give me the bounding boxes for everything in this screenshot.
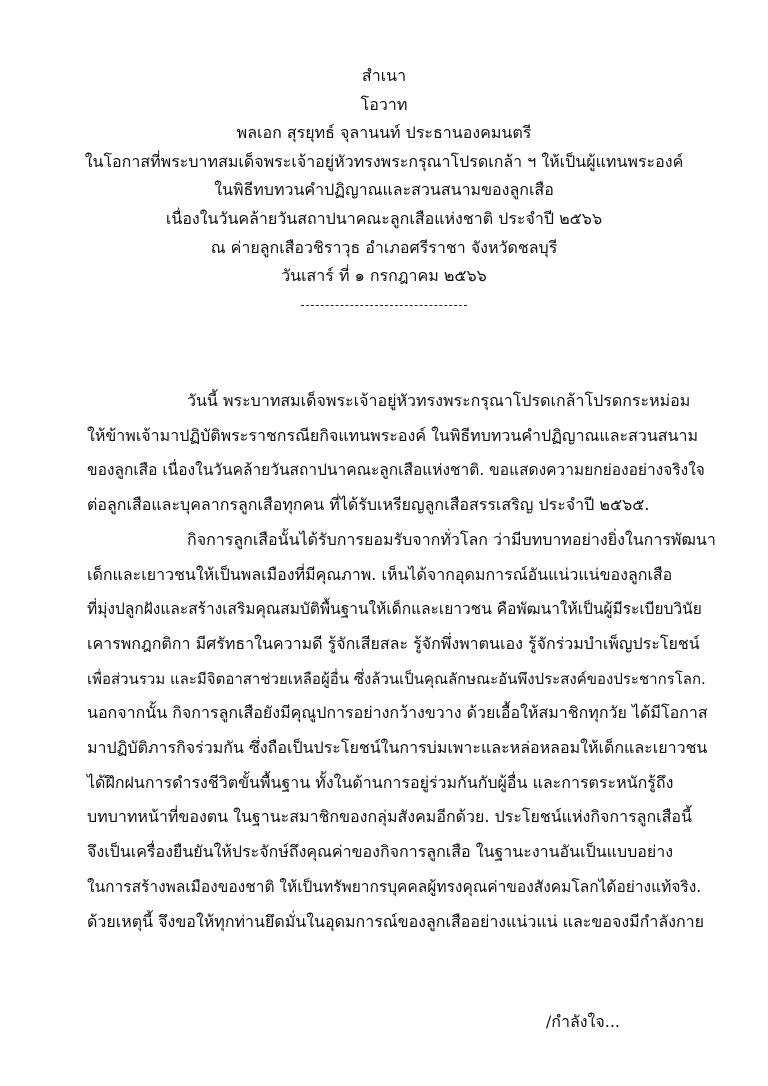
header-divider <box>301 305 467 306</box>
body-line: บทบาทหน้าที่ของตน ในฐานะสมาชิกของกลุ่มสังคมอีกด้วย. ประโยชน์แห่งกิจการลูกเสือนี้ <box>87 807 692 827</box>
date-line: วันเสาร์ ที่ ๑ กรกฎาคม ๒๕๖๖ <box>281 266 487 286</box>
speaker-line: พลเอก สุรยุทธ์ จุลานนท์ ประธานองคมนตรี <box>236 123 532 143</box>
body-line: ต่อลูกเสือและบุคลากรลูกเสือทุกคน ที่ได้รับเหรียญลูกเสือสรรเสริญ ประจำปี ๒๕๖๕. <box>87 495 650 515</box>
body-line: ให้ข้าพเจ้ามาปฏิบัติพระราชกรณียกิจแทนพระองค์ ในพิธีทบทวนคำปฏิญาณและสวนสนาม <box>87 425 699 445</box>
body-line: ในการสร้างพลเมืองของชาติ ให้เป็นทรัพยากรบุคคลผู้ทรงคุณค่าของสังคมโลกได้อย่างแท้จริง. <box>87 877 702 896</box>
location-line: ณ ค่ายลูกเสือวชิราวุธ อำเภอศรีราชา จังหวัดชลบุรี <box>210 237 558 257</box>
continuation-marker: /กำลังใจ... <box>545 1012 620 1031</box>
body-line: ของลูกเสือ เนื่องในวันคล้ายวันสถาปนาคณะลูกเสือแห่งชาติ. ขอแสดงความยกย่องอย่างจริงใจ <box>87 461 705 480</box>
anniversary-line: เนื่องในวันคล้ายวันสถาปนาคณะลูกเสือแห่งชาติ ประจำปี ๒๕๖๖ <box>165 208 603 228</box>
body-line: นอกจากนั้น กิจการลูกเสือยังมีคุณูปการอย่างกว้างขวาง ด้วยเอื้อให้สมาชิกทุกวัย ได้มีโอกาส <box>87 703 708 723</box>
body-line: เคารพกฎกติกา มีศรัทธาในความดี รู้จักเสียสละ รู้จักพึ่งพาตนเอง รู้จักร่วมบำเพ็ญประโยชน์ <box>87 633 700 653</box>
body-line: วันนี้ พระบาทสมเด็จพระเจ้าอยู่หัวทรงพระกรุณาโปรดเกล้าโปรดกระหม่อม <box>187 391 691 410</box>
document-title: โอวาท <box>360 94 408 114</box>
body-line: กิจการลูกเสือนั้นได้รับการยอมรับจากทั่วโลก ว่ามีบทบาทอย่างยิ่งในการพัฒนา <box>187 529 716 549</box>
body-line: จึงเป็นเครื่องยืนยันให้ประจักษ์ถึงคุณค่าของกิจการลูกเสือ ในฐานะงานอันเป็นแบบอย่าง <box>87 842 674 862</box>
body-line: เด็กและเยาวชนให้เป็นพลเมืองที่มีคุณภาพ. เห็นได้จากอุดมการณ์อันแน่วแน่ของลูกเสือ <box>87 564 673 584</box>
body-line: มาปฏิบัติภารกิจร่วมกัน ซึ่งถือเป็นประโยชน์ในการบ่มเพาะและหล่อหลอมให้เด็กและเยาวชน <box>87 738 708 758</box>
body-line: ที่มุ่งปลูกฝังและสร้างเสริมคุณสมบัติพื้นฐานให้เด็กและเยาวชน คือพัฒนาให้เป็นผู้มีระเบียบวินัย <box>87 600 702 619</box>
document-header <box>0 62 768 306</box>
body-line: ด้วยเหตุนี้ จึงขอให้ทุกท่านยึดมั่นในอุดมการณ์ของลูกเสืออย่างแน่วแน่ และขอจงมีกำลังกาย <box>87 911 705 931</box>
body-line: เพื่อส่วนรวม และมีจิตอาสาช่วยเหลือผู้อื่น ซึ่งล้วนเป็นคุณลักษณะอันพึงประสงค์ของประชากรโลก. <box>87 669 706 688</box>
copy-label: สำเนา <box>361 66 407 85</box>
ceremony-line: ในพิธีทบทวนคำปฏิญาณและสวนสนามของลูกเสือ <box>214 180 554 200</box>
occasion-line: ในโอกาสที่พระบาทสมเด็จพระเจ้าอยู่หัวทรงพระกรุณาโปรดเกล้า ฯ ให้เป็นผู้แทนพระองค์ <box>84 151 684 171</box>
body-line: ได้ฝึกฝนการดำรงชีวิตขั้นพื้นฐาน ทั้งในด้านการอยู่ร่วมกันกับผู้อื่น และการตระหนักรู้ถึง <box>87 772 674 792</box>
speech-body <box>87 384 717 939</box>
